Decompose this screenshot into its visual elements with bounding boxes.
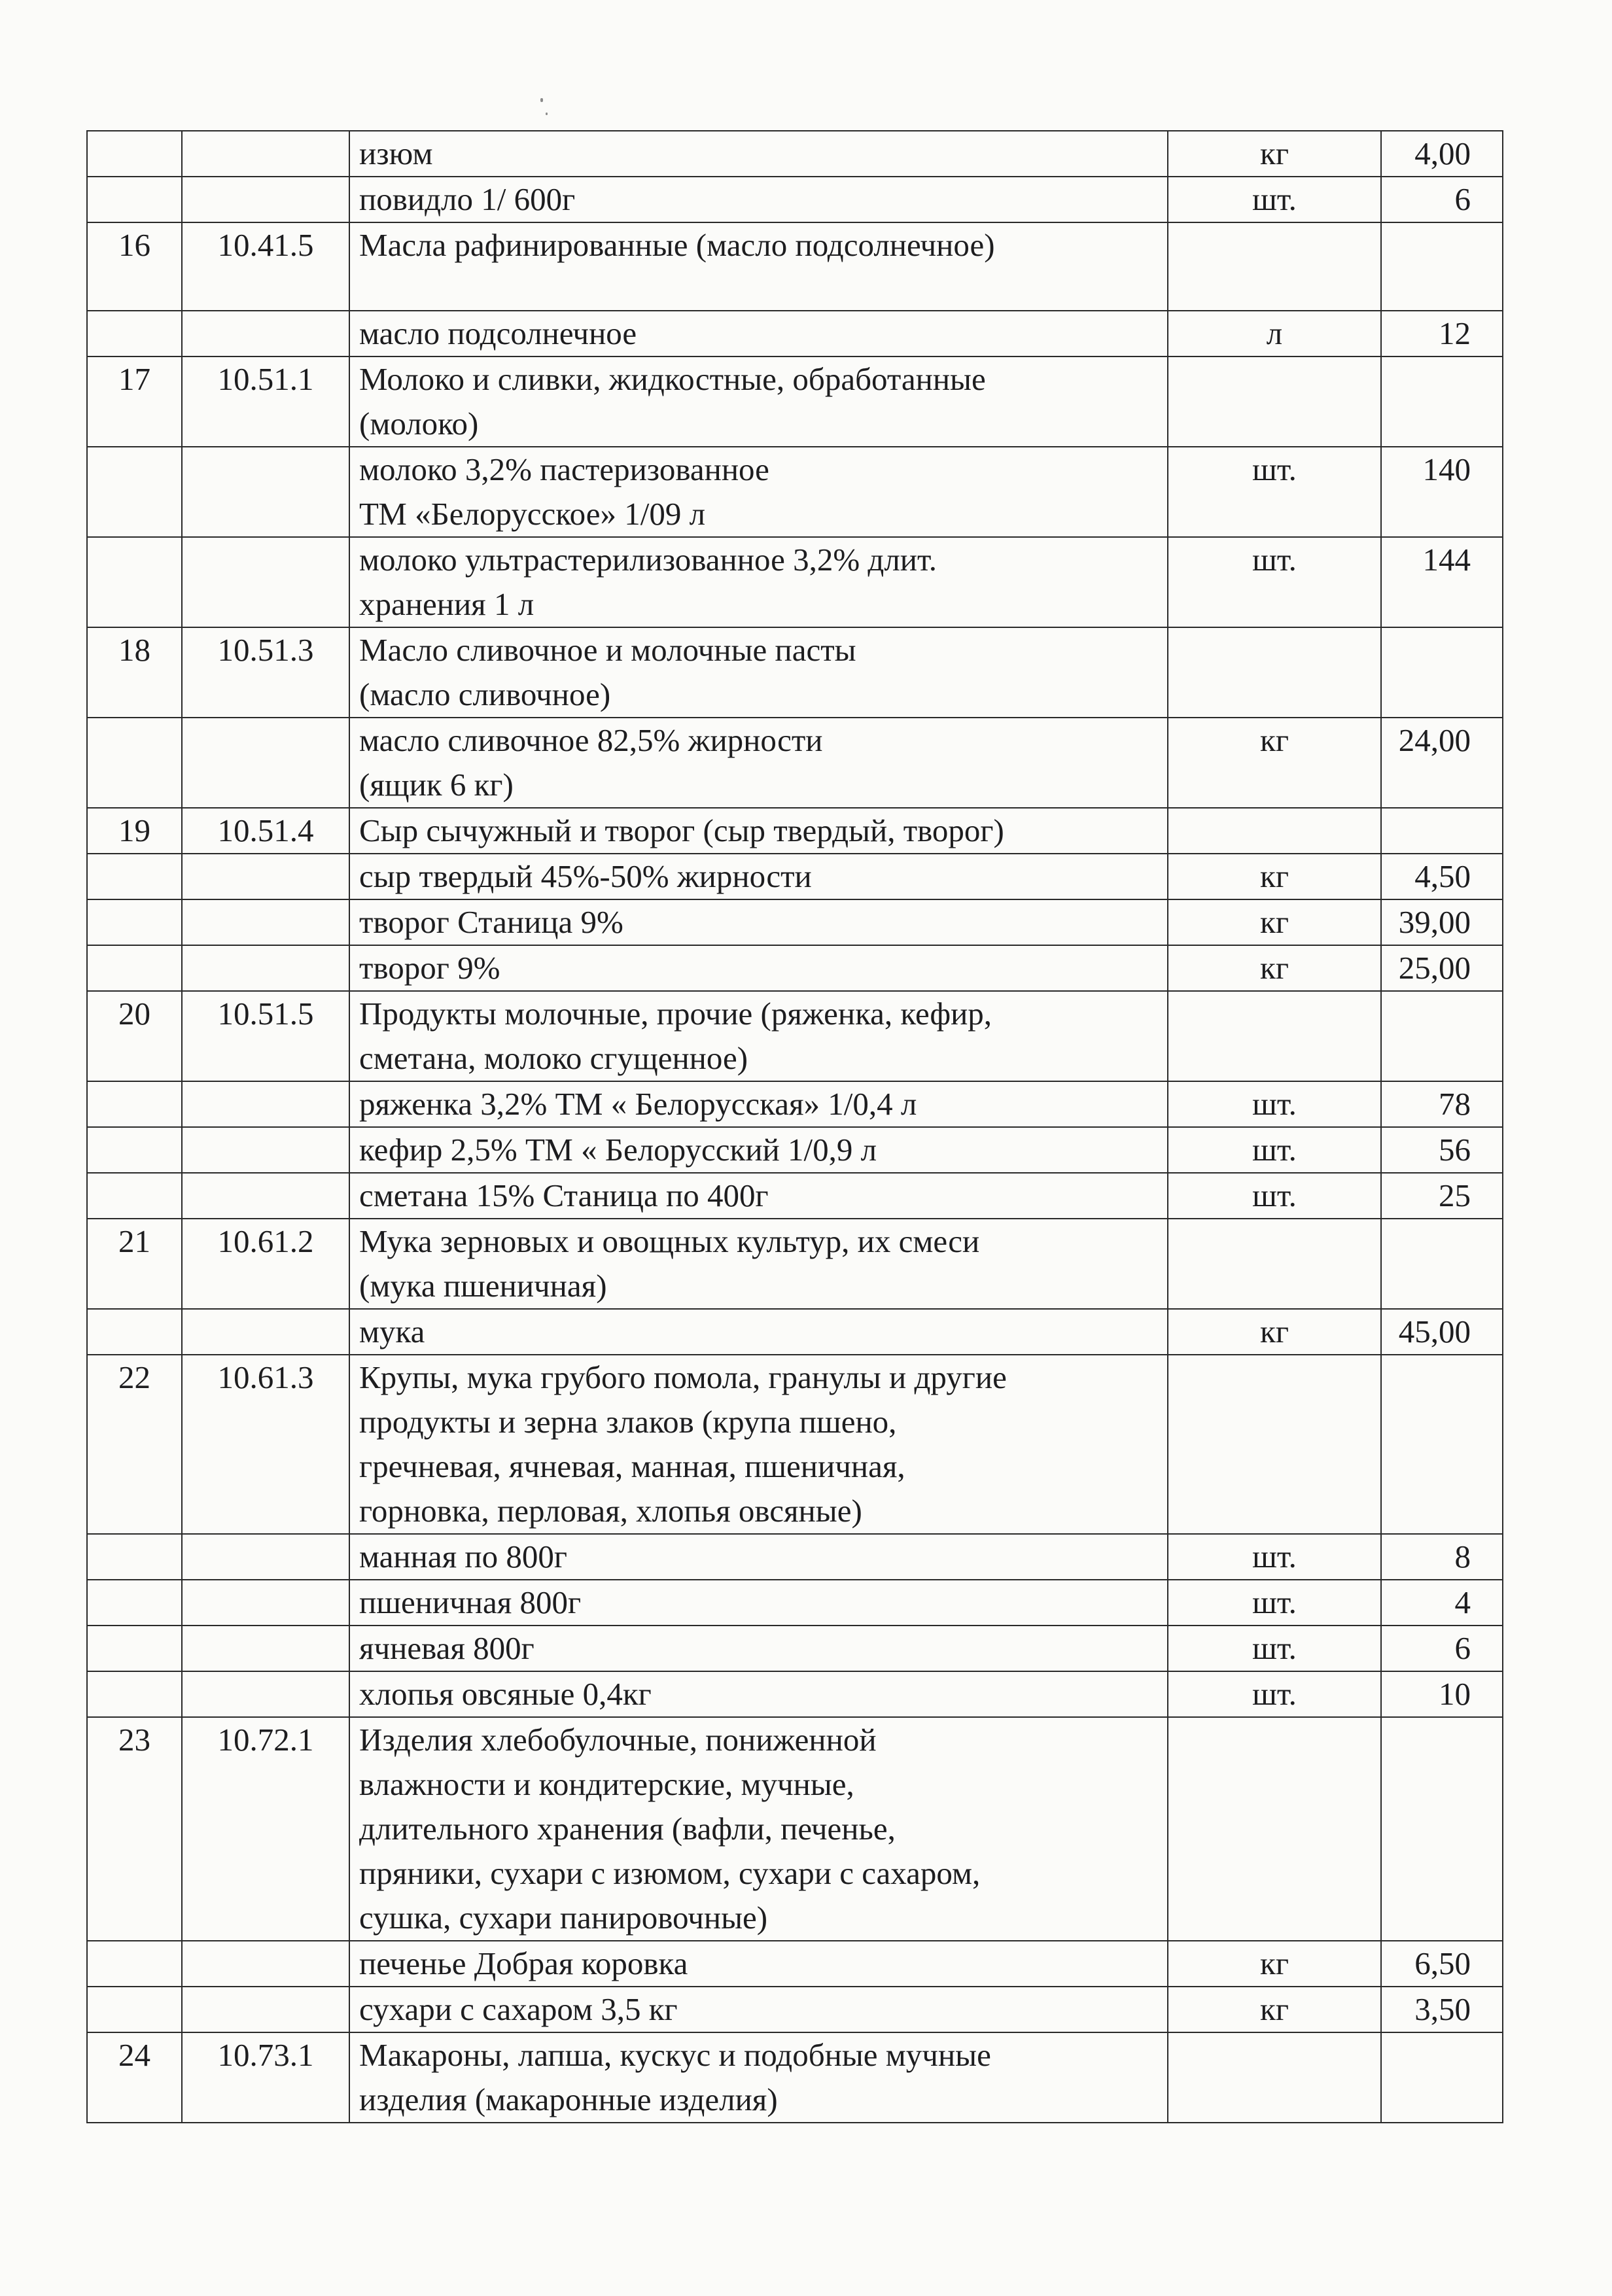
product-name-cell: Масла рафинированные (масло подсолнечное): [349, 222, 1168, 311]
table-row: [87, 899, 1503, 945]
unit-cell: шт.: [1168, 447, 1381, 537]
row-number-cell: [87, 537, 182, 627]
quantity-cell: [1381, 222, 1503, 311]
products-table: [86, 130, 1503, 2123]
unit-cell: кг: [1168, 131, 1381, 177]
product-name-cell: кефир 2,5% ТМ « Белорусский 1/0,9 л: [349, 1127, 1168, 1173]
table-row: [87, 808, 1503, 854]
table-row: [87, 1173, 1503, 1219]
okpd-code-cell: 10.72.1: [182, 1717, 349, 1941]
row-number-cell: 23: [87, 1717, 182, 1941]
unit-cell: [1168, 222, 1381, 311]
quantity-cell: 56: [1381, 1127, 1503, 1173]
unit-cell: шт.: [1168, 1173, 1381, 1219]
table-row: [87, 1355, 1503, 1534]
row-number-cell: [87, 177, 182, 222]
unit-cell: кг: [1168, 854, 1381, 899]
unit-cell: [1168, 627, 1381, 718]
unit-cell: [1168, 2032, 1381, 2123]
table-row: [87, 311, 1503, 357]
okpd-code-cell: [182, 1534, 349, 1580]
row-number-cell: [87, 945, 182, 991]
quantity-cell: 78: [1381, 1081, 1503, 1127]
table-row: [87, 1580, 1503, 1626]
product-name-cell: Крупы, мука грубого помола, гранулы и другие продукты и зерна злаков (крупа пшено, гречневая, ячневая, манная, пшеничная, горновка, перловая, хлопья овсяные): [349, 1355, 1168, 1534]
quantity-cell: 25: [1381, 1173, 1503, 1219]
table-row: [87, 177, 1503, 222]
okpd-code-cell: 10.61.2: [182, 1219, 349, 1309]
quantity-cell: [1381, 627, 1503, 718]
unit-cell: шт.: [1168, 537, 1381, 627]
okpd-code-cell: [182, 1580, 349, 1626]
row-number-cell: [87, 1173, 182, 1219]
row-number-cell: 19: [87, 808, 182, 854]
table-row: [87, 357, 1503, 447]
scan-speck: [540, 98, 543, 102]
quantity-cell: 3,50: [1381, 1987, 1503, 2032]
row-number-cell: 18: [87, 627, 182, 718]
row-number-cell: [87, 447, 182, 537]
row-number-cell: [87, 1671, 182, 1717]
row-number-cell: [87, 131, 182, 177]
row-number-cell: 17: [87, 357, 182, 447]
quantity-cell: 24,00: [1381, 718, 1503, 808]
okpd-code-cell: [182, 1941, 349, 1987]
unit-cell: кг: [1168, 1309, 1381, 1355]
table-row: [87, 222, 1503, 311]
okpd-code-cell: [182, 1309, 349, 1355]
table-row: [87, 1717, 1503, 1941]
quantity-cell: 144: [1381, 537, 1503, 627]
unit-cell: шт.: [1168, 1626, 1381, 1671]
table-row: [87, 1534, 1503, 1580]
table-row: [87, 1309, 1503, 1355]
unit-cell: кг: [1168, 945, 1381, 991]
row-number-cell: [87, 1081, 182, 1127]
okpd-code-cell: [182, 899, 349, 945]
table-row: [87, 991, 1503, 1081]
table-row: [87, 718, 1503, 808]
unit-cell: шт.: [1168, 1534, 1381, 1580]
row-number-cell: [87, 1127, 182, 1173]
product-name-cell: изюм: [349, 131, 1168, 177]
unit-cell: шт.: [1168, 177, 1381, 222]
row-number-cell: 21: [87, 1219, 182, 1309]
unit-cell: [1168, 808, 1381, 854]
quantity-cell: 6: [1381, 1626, 1503, 1671]
product-name-cell: Продукты молочные, прочие (ряженка, кефир, сметана, молоко сгущенное): [349, 991, 1168, 1081]
okpd-code-cell: 10.51.4: [182, 808, 349, 854]
unit-cell: шт.: [1168, 1127, 1381, 1173]
quantity-cell: [1381, 808, 1503, 854]
product-name-cell: Сыр сычужный и творог (сыр твердый, творог): [349, 808, 1168, 854]
quantity-cell: 8: [1381, 1534, 1503, 1580]
product-name-cell: хлопья овсяные 0,4кг: [349, 1671, 1168, 1717]
okpd-code-cell: [182, 1671, 349, 1717]
row-number-cell: [87, 1534, 182, 1580]
unit-cell: [1168, 357, 1381, 447]
unit-cell: [1168, 991, 1381, 1081]
okpd-code-cell: [182, 311, 349, 357]
product-name-cell: Масло сливочное и молочные пасты (масло сливочное): [349, 627, 1168, 718]
product-name-cell: манная по 800г: [349, 1534, 1168, 1580]
quantity-cell: [1381, 2032, 1503, 2123]
product-name-cell: масло подсолнечное: [349, 311, 1168, 357]
table-row: [87, 537, 1503, 627]
unit-cell: л: [1168, 311, 1381, 357]
row-number-cell: [87, 1309, 182, 1355]
row-number-cell: [87, 718, 182, 808]
product-name-cell: печенье Добрая коровка: [349, 1941, 1168, 1987]
product-name-cell: Изделия хлебобулочные, пониженной влажности и кондитерские, мучные, длительного хранения (вафли, печенье, пряники, сухари с изюмом, сухари с сахаром, сушка, сухари панировочные): [349, 1717, 1168, 1941]
product-name-cell: масло сливочное 82,5% жирности (ящик 6 кг): [349, 718, 1168, 808]
quantity-cell: 45,00: [1381, 1309, 1503, 1355]
okpd-code-cell: [182, 945, 349, 991]
scan-speck: [546, 113, 548, 115]
table-row: [87, 447, 1503, 537]
row-number-cell: [87, 1580, 182, 1626]
okpd-code-cell: 10.51.1: [182, 357, 349, 447]
quantity-cell: 4,50: [1381, 854, 1503, 899]
row-number-cell: 16: [87, 222, 182, 311]
table-row: [87, 1626, 1503, 1671]
quantity-cell: [1381, 1219, 1503, 1309]
row-number-cell: [87, 854, 182, 899]
table-row: [87, 1671, 1503, 1717]
okpd-code-cell: [182, 854, 349, 899]
table-row: [87, 1941, 1503, 1987]
row-number-cell: [87, 1941, 182, 1987]
table-row: [87, 1081, 1503, 1127]
quantity-cell: 140: [1381, 447, 1503, 537]
quantity-cell: 12: [1381, 311, 1503, 357]
quantity-cell: 4,00: [1381, 131, 1503, 177]
row-number-cell: [87, 1626, 182, 1671]
okpd-code-cell: [182, 1987, 349, 2032]
table-row: [87, 854, 1503, 899]
row-number-cell: [87, 311, 182, 357]
row-number-cell: 20: [87, 991, 182, 1081]
unit-cell: шт.: [1168, 1580, 1381, 1626]
table-row: [87, 2032, 1503, 2123]
okpd-code-cell: [182, 1173, 349, 1219]
product-name-cell: сухари с сахаром 3,5 кг: [349, 1987, 1168, 2032]
quantity-cell: 6: [1381, 177, 1503, 222]
okpd-code-cell: [182, 1127, 349, 1173]
table-row: [87, 1219, 1503, 1309]
okpd-code-cell: [182, 718, 349, 808]
okpd-code-cell: [182, 1081, 349, 1127]
product-name-cell: повидло 1/ 600г: [349, 177, 1168, 222]
okpd-code-cell: 10.51.5: [182, 991, 349, 1081]
okpd-code-cell: [182, 537, 349, 627]
unit-cell: кг: [1168, 1987, 1381, 2032]
quantity-cell: [1381, 1717, 1503, 1941]
unit-cell: кг: [1168, 718, 1381, 808]
unit-cell: [1168, 1219, 1381, 1309]
okpd-code-cell: 10.41.5: [182, 222, 349, 311]
product-name-cell: Молоко и сливки, жидкостные, обработанные (молоко): [349, 357, 1168, 447]
table-row: [87, 1987, 1503, 2032]
row-number-cell: 24: [87, 2032, 182, 2123]
table-row: [87, 1127, 1503, 1173]
unit-cell: [1168, 1355, 1381, 1534]
quantity-cell: 25,00: [1381, 945, 1503, 991]
okpd-code-cell: 10.73.1: [182, 2032, 349, 2123]
okpd-code-cell: [182, 1626, 349, 1671]
product-name-cell: молоко 3,2% пастеризованное ТМ «Белорусское» 1/09 л: [349, 447, 1168, 537]
product-name-cell: творог 9%: [349, 945, 1168, 991]
unit-cell: шт.: [1168, 1081, 1381, 1127]
quantity-cell: [1381, 991, 1503, 1081]
product-name-cell: Макароны, лапша, кускус и подобные мучные изделия (макаронные изделия): [349, 2032, 1168, 2123]
product-name-cell: ячневая 800г: [349, 1626, 1168, 1671]
row-number-cell: [87, 899, 182, 945]
product-name-cell: сметана 15% Станица по 400г: [349, 1173, 1168, 1219]
product-name-cell: мука: [349, 1309, 1168, 1355]
unit-cell: кг: [1168, 899, 1381, 945]
products-table-body: [87, 131, 1503, 2123]
quantity-cell: 4: [1381, 1580, 1503, 1626]
table-row: [87, 627, 1503, 718]
product-name-cell: ряженка 3,2% ТМ « Белорусская» 1/0,4 л: [349, 1081, 1168, 1127]
product-name-cell: Мука зерновых и овощных культур, их смеси (мука пшеничная): [349, 1219, 1168, 1309]
product-name-cell: пшеничная 800г: [349, 1580, 1168, 1626]
table-row: [87, 945, 1503, 991]
quantity-cell: 6,50: [1381, 1941, 1503, 1987]
product-name-cell: сыр твердый 45%-50% жирности: [349, 854, 1168, 899]
quantity-cell: [1381, 357, 1503, 447]
quantity-cell: 39,00: [1381, 899, 1503, 945]
product-name-cell: творог Станица 9%: [349, 899, 1168, 945]
okpd-code-cell: [182, 177, 349, 222]
unit-cell: шт.: [1168, 1671, 1381, 1717]
okpd-code-cell: [182, 447, 349, 537]
okpd-code-cell: 10.61.3: [182, 1355, 349, 1534]
table-row: [87, 131, 1503, 177]
quantity-cell: 10: [1381, 1671, 1503, 1717]
unit-cell: [1168, 1717, 1381, 1941]
row-number-cell: 22: [87, 1355, 182, 1534]
unit-cell: кг: [1168, 1941, 1381, 1987]
okpd-code-cell: [182, 131, 349, 177]
quantity-cell: [1381, 1355, 1503, 1534]
okpd-code-cell: 10.51.3: [182, 627, 349, 718]
product-name-cell: молоко ультрастерилизованное 3,2% длит. хранения 1 л: [349, 537, 1168, 627]
row-number-cell: [87, 1987, 182, 2032]
